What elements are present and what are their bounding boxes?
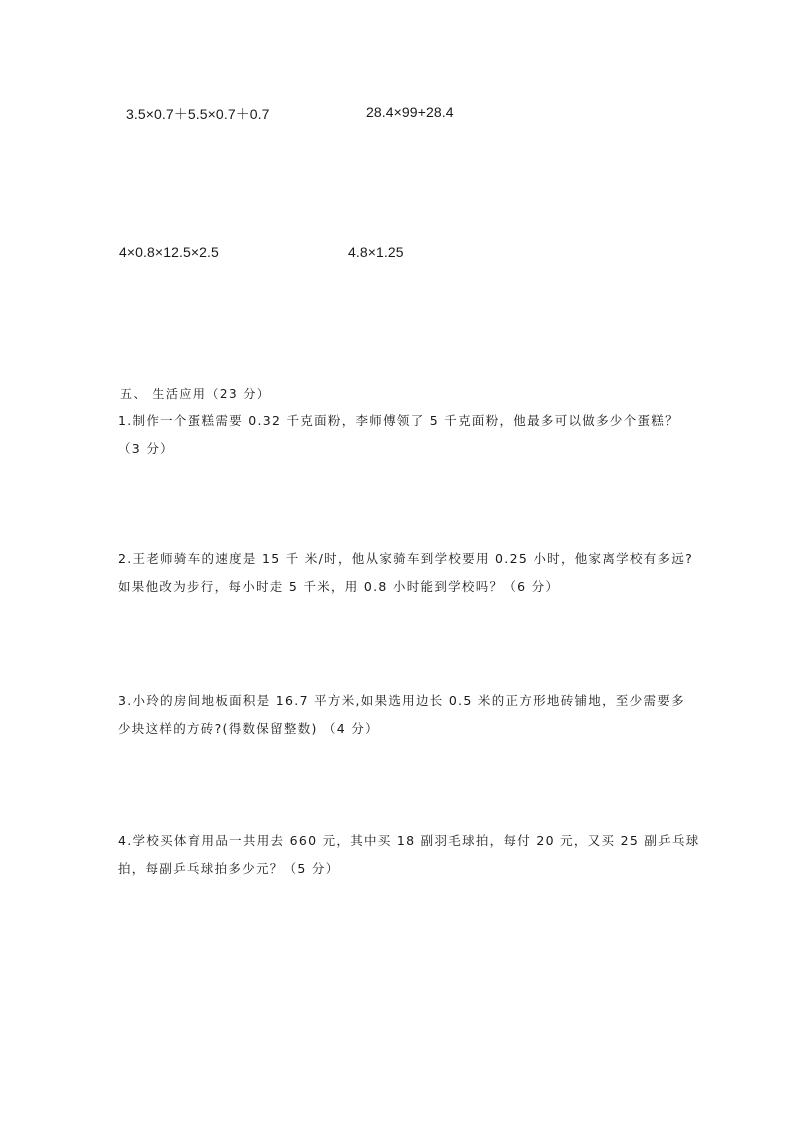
problem-1-line-1: 1.制作一个蛋糕需要 0.32 千克面粉，李师傅领了 5 千克面粉，他最多可以做多少个蛋糕？ xyxy=(118,413,679,428)
section-title: 五、 生活应用（23 分） xyxy=(120,387,271,401)
calc-expression-2: 28.4×99+28.4 xyxy=(366,104,454,120)
problem-2-line-2: 如果他改为步行，每小时走 5 千米，用 0.8 小时能到学校吗？（6 分） xyxy=(118,579,560,594)
calc-expression-4: 4.8×1.25 xyxy=(348,244,404,260)
calc-expression-1: 3.5×0.7＋5.5×0.7＋0.7 xyxy=(126,106,270,122)
problem-4 xyxy=(118,827,700,883)
problem-4-line-2: 拍，每副乒乓球拍多少元？（5 分） xyxy=(118,861,340,876)
problem-3 xyxy=(118,687,685,743)
problem-1-line-2: （3 分） xyxy=(118,441,174,456)
problem-3-line-2: 少块这样的方砖?(得数保留整数) （4 分） xyxy=(118,721,379,736)
problem-4-line-1: 4.学校买体育用品一共用去 660 元，其中买 18 副羽毛球拍，每付 20 元，又买 25 副乒乓球 xyxy=(118,833,700,848)
problem-2-line-1: 2.王老师骑车的速度是 15 千 米/时，他从家骑车到学校要用 0.25 小时，他家离学校有多远? xyxy=(118,551,694,566)
problem-2 xyxy=(118,545,694,601)
problem-1 xyxy=(118,407,678,463)
problem-3-line-1: 3.小玲的房间地板面积是 16.7 平方米,如果选用边长 0.5 米的正方形地砖铺地，至少需要多 xyxy=(118,693,685,708)
calc-expression-3: 4×0.8×12.5×2.5 xyxy=(119,244,219,260)
